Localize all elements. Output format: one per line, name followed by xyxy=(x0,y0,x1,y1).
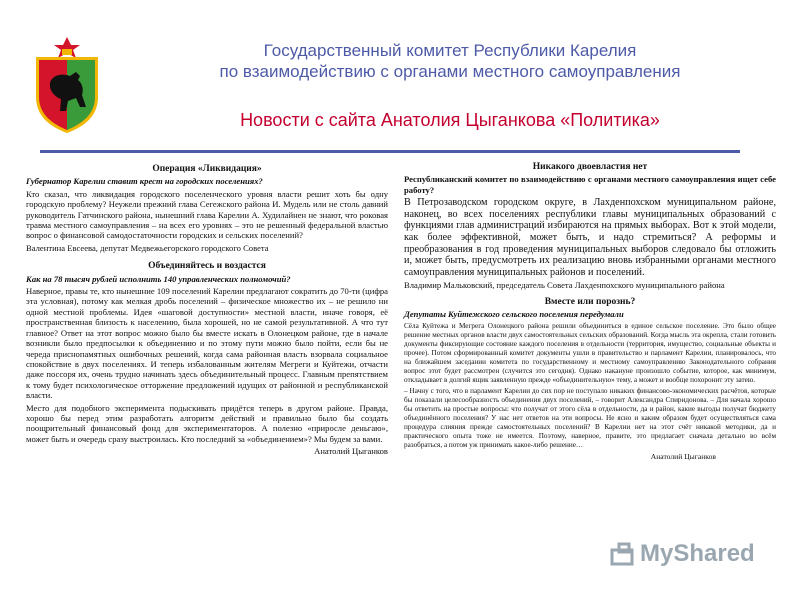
article-signature: Валентина Евсеева, депутат Медвежьегорского городского Совета xyxy=(26,242,269,253)
watermark-logo-icon xyxy=(610,542,638,568)
article-title: Никакого двоевластия нет xyxy=(532,162,648,172)
article-signature: Владимир Мальковский, председатель Совета Лахденпохского муниципального района xyxy=(404,280,725,291)
article-lead: Губернатор Карелии ставит крест на городских поселениях? xyxy=(26,176,263,187)
article-body: – Начну с того, что в парламент Карелии до сих пор не поступало никаких финансово-экономических расчётов, которые бы показали целесообразность объединения двух поселений, – говорит Александра Спиридонова. – Для начала хорошо бы ответить на простые вопросы: что получат от этого сёла в отдельности, да и район, какие выгоды получат бюджету объединённого поселения? У нас нет ответов на эти вопросы. Не ясно и каким образом будет осуществляться сама процедура слияния прежде самостоятельных поселений? В Карелии нет на этот счёт никакой методики, да и практического опыта тоже не имеется. Поэтому, наверное, правите, это предлагает сначала детально во всём разобраться, а потом уж принимать какое-либо решение… xyxy=(404,386,776,449)
article-body: Место для подобного эксперимента подыскивать придётся теперь в другом районе. Правда, хорошо бы перед этим разработать алгоритм действий и правильно было бы создать поощрительный финансовый фонд для экспериментаторов. А полезно «приросле деньгаю», может быть и очередь сразу выстроилась. Кто последний за «объединением»? Мы будем за вами. xyxy=(26,402,388,444)
article-title: Операция «Ликвидация» xyxy=(152,164,262,174)
article-lead: Депутаты Куйтежского сельского поселения передумали xyxy=(404,309,624,320)
article-body: Сёла Куйтежа и Мегрега Олонецкого района решили объединиться в единое сельское поселение. Это было общее решение местных органов власти двух самостоятельных сельских образований. Когда мысль эта окрепла, стали готовить документы фиксирующие состояние каждого поселения в отдельности (территория, имущество, социальные объекты и прочее). Потом сформированный комитет документы ушли в правительство и парламент Карелии, планировалось, что на ближайшем заседании комитета по государственному и местному самоуправлению Законодательного собрания вопрос этот будет рассмотрен (случится это сегодня). Однако накануне произошло событие, которое, как минимум, откладывает в долгий ящик заявленную прежде «объединительную» тему, а может и вообще похоронит эту затею. xyxy=(404,321,776,384)
watermark-text: MyShared xyxy=(640,540,755,567)
article-body: Наверное, правы те, кто нынешние 109 поселений Карелии предлагают сократить до 70-ти (цифра эта условная), потому как мелкая дробь поселений – физическое множество их – не решило ни одной местной проблемы. Идея «шаговой доступности» местной власти, иначе говоря, её пространственная близость к населению, была хорошей, но не самой результативной. А что тут главное? Ответ на этот вопрос можно было бы вместе искать в Олонецком районе, где в начале возникли было предпосылки к объединению и по этому пути можно было пойти, если бы не череда приснопамятных ошибочных решений, когда сама районная власть взорвала социальное спокойствие в двух поселениях. И теперь избалованным жителям Мегреги и Куйтежи, отчасти даже поссоря их, очень трудно начинать здесь объединительный процесс. Главным препятствием к тому будет психологическое отторжение предложений идущих от районной и республиканской власти. xyxy=(26,286,388,401)
article-body: Кто сказал, что ликвидация городского поселенческого уровня власти решит хоть бы одну городскую проблему? Неужели прежний глава Сегежского района И. Мудель или не столь давний руководитель Гатчинского района, нынешний глава Карелии А. Худилайнен не знают, что роковая травма местного самоуправления – на всех его уровнях – это не решенный федеральной властью вопрос о финансовой самодостаточности городских и сельских поселений? xyxy=(26,188,388,241)
article-signature: Анатолий Цыганков xyxy=(314,446,388,457)
right-article-column xyxy=(404,160,776,464)
article-title: Объединяйтесь и воздастся xyxy=(148,261,266,272)
left-article-column xyxy=(26,162,388,459)
article-signature: Анатолий Цыганков xyxy=(650,451,716,461)
article-body: В Петрозаводском городском округе, в Лахденпохском муниципальном районе, наконец, во всех поселениях республики главы муниципальных образований с функциями глав администраций избираются на прямых выборах. Вот к этой модели, как более эффективной, может быть, и надо стремиться? А реформы и преобразования в год проведения муниципальных выборов следовало бы отложить и, может быть, предусмотреть их реализацию вновь избранными органами местного самоуправления муниципальных районов и поселений. xyxy=(404,197,776,278)
subtitle: Новости с сайта Анатолия Цыганкова «Политика» xyxy=(240,110,660,130)
article-lead: Республиканский комитет по взаимодействию с органами местного самоуправления ищет себе работу? xyxy=(404,174,776,195)
crown-star-icon xyxy=(54,37,80,58)
article-title: Вместе или порознь? xyxy=(544,296,636,307)
divider xyxy=(40,150,740,153)
header-title-line2: по взаимодействию с органами местного самоуправления xyxy=(219,62,681,81)
article-lead: Как на 78 тысяч рублей исполнить 140 управленческих полномочий? xyxy=(26,273,291,284)
header-title-line1: Государственный комитет Республики Карелия xyxy=(263,41,637,60)
karelia-coat-of-arms xyxy=(28,35,106,135)
